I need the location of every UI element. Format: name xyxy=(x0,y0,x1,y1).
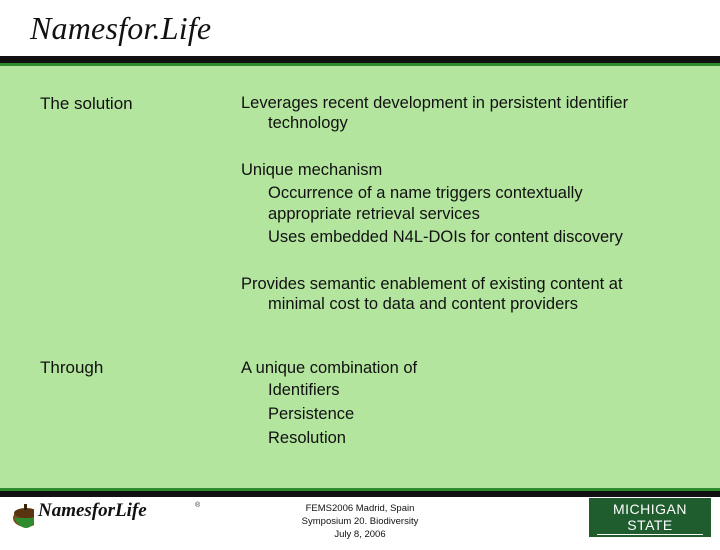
page-title: Namesfor.Life xyxy=(30,10,212,46)
bullet-text: minimal cost to data and content providers xyxy=(268,295,578,313)
bullet-text: Leverages recent development in persistent identifier xyxy=(241,94,629,112)
bullet-text: A unique combination of xyxy=(241,359,418,377)
logo-wordmark: NamesforLife xyxy=(38,500,147,521)
bullet-text: Provides semantic enablement of existing content at xyxy=(241,275,623,293)
footer-date: July 8, 2006 xyxy=(334,529,386,540)
footer-symposium: Symposium 20. Biodiversity xyxy=(301,516,419,527)
top-divider xyxy=(0,56,720,63)
msu-logo xyxy=(589,498,711,548)
msu-logo-bottom: UNIVERSITY xyxy=(594,538,709,548)
sub-bullet-text: Resolution xyxy=(268,429,346,447)
footer-info xyxy=(280,502,440,541)
bullet-text: technology xyxy=(268,114,348,132)
sub-bullet-text: appropriate retrieval services xyxy=(268,205,480,223)
section-label-through: Through xyxy=(40,358,104,377)
sub-bullet-text: Occurrence of a name triggers contextually xyxy=(268,184,583,202)
registered-mark: ® xyxy=(195,502,201,509)
section-label-solution: The solution xyxy=(40,94,133,113)
msu-logo-top: MICHIGAN STATE xyxy=(613,501,687,533)
bottom-divider xyxy=(0,491,720,497)
sub-bullet-text: Persistence xyxy=(268,405,355,423)
sub-bullet-text: Uses embedded N4L-DOIs for content discovery xyxy=(268,228,623,246)
footer-event: FEMS2006 Madrid, Spain xyxy=(305,503,415,514)
sub-bullet-text: Identifiers xyxy=(268,381,340,399)
bullet-text: Unique mechanism xyxy=(241,161,383,179)
msu-logo-rule xyxy=(597,534,703,535)
